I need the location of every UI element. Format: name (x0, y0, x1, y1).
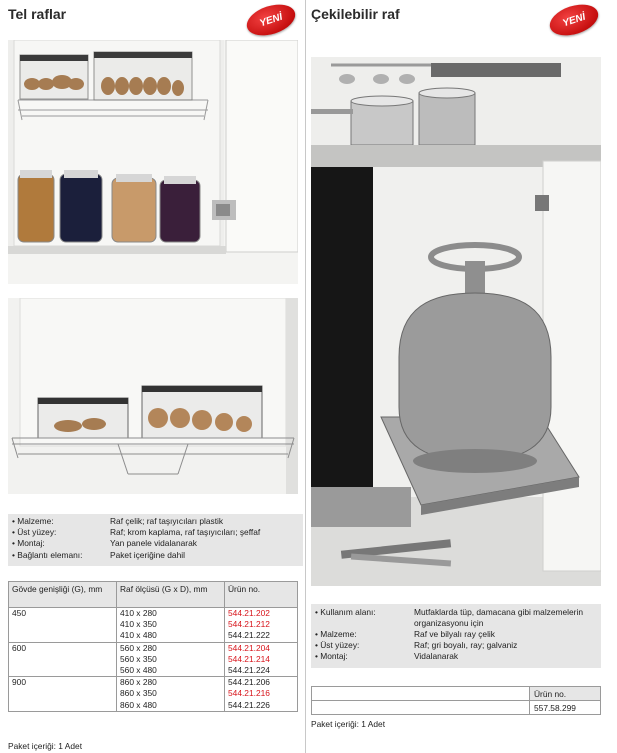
table-row (9, 700, 298, 712)
product-number-table (311, 686, 601, 715)
spec-label: • Montaj: (315, 651, 348, 662)
spec-value: Paket içeriğine dahil (110, 549, 185, 560)
spec-value: Raf; gri boyalı, ray; galvaniz (414, 640, 518, 651)
table-row (9, 619, 298, 630)
spec-value: Mutfaklarda tüp, damacana gibi malzemelerin organizasyonu için (414, 607, 583, 629)
section-title: Tel raflar (8, 6, 67, 22)
shelf-size-cell: 860 x 280 (117, 677, 225, 689)
spec-label: • Üst yüzey: (12, 527, 57, 538)
table-row (9, 665, 298, 677)
product-number-cell: 544.21.224 (225, 665, 298, 677)
new-badge: YENİ (243, 0, 299, 41)
table-header-row (312, 687, 601, 701)
column-header: Gövde genişliği (G), mm (9, 582, 117, 608)
product-number: 557.58.299 (530, 701, 601, 715)
spec-label: • Malzeme: (315, 629, 357, 639)
empty-cell (312, 701, 530, 715)
product-number-cell: 544.21.212 (225, 619, 298, 630)
shelf-size-cell: 560 x 480 (117, 665, 225, 677)
spec-item (311, 640, 601, 651)
column-header: Raf ölçüsü (G x D), mm (117, 582, 225, 608)
product-number-cell: 544.21.226 (225, 700, 298, 712)
spec-item (8, 527, 303, 538)
spec-value: Yan panele vidalanarak (110, 538, 197, 549)
wire-shelves-section (0, 0, 303, 753)
spec-list (311, 604, 601, 668)
table-header-row (9, 582, 298, 608)
product-number-cell: 544.21.216 (225, 688, 298, 699)
spec-item (311, 629, 601, 640)
spec-item (8, 550, 303, 561)
cabinet-width-cell (9, 665, 117, 677)
shelf-size-cell: 860 x 480 (117, 700, 225, 712)
cabinet-width-cell: 600 (9, 642, 117, 654)
cabinet-width-cell (9, 619, 117, 630)
spec-value: Raf; krom kaplama, raf taşıyıcıları; şeffaf (110, 527, 261, 538)
product-number-cell: 544.21.202 (225, 608, 298, 620)
empty-cell (312, 687, 530, 701)
shelf-size-cell: 410 x 480 (117, 630, 225, 642)
spec-item (311, 607, 601, 629)
wire-shelf-closeup-photo (8, 298, 298, 494)
spec-value: Raf ve bilyalı ray çelik (414, 629, 495, 639)
shelf-size-cell: 560 x 350 (117, 654, 225, 665)
package-note: Paket içeriği: 1 Adet (311, 719, 386, 729)
wire-shelf-cabinet-photo (8, 40, 298, 284)
cabinet-width-cell: 900 (9, 677, 117, 689)
spec-label: • Üst yüzey: (315, 640, 360, 651)
table-row (9, 642, 298, 654)
spec-label: • Kullanım alanı: (315, 607, 376, 617)
column-header: Ürün no. (530, 687, 601, 701)
table-row (9, 630, 298, 642)
new-badge: YENİ (546, 0, 602, 41)
spec-item (8, 538, 303, 549)
table-row (9, 608, 298, 620)
product-number-cell: 544.21.204 (225, 642, 298, 654)
cabinet-width-cell: 450 (9, 608, 117, 620)
spec-label: • Malzeme: (12, 516, 54, 526)
product-table (8, 581, 298, 712)
product-number-cell: 544.21.206 (225, 677, 298, 689)
spec-value: Vidalanarak (414, 651, 459, 662)
pullout-shelf-photo (311, 57, 601, 586)
column-header: Ürün no. (225, 582, 298, 608)
spec-label: • Bağlantı elemanı: (12, 549, 83, 560)
spec-value: Raf çelik; raf taşıyıcıları plastik (110, 516, 224, 526)
product-number-cell: 544.21.222 (225, 630, 298, 642)
table-row (9, 677, 298, 689)
cabinet-width-cell (9, 688, 117, 699)
spec-list (8, 514, 303, 566)
spec-label: • Montaj: (12, 538, 45, 549)
spec-item (8, 516, 303, 527)
section-title: Çekilebilir raf (311, 6, 400, 22)
package-note: Paket içeriği: 1 Adet (8, 741, 83, 751)
table-row (312, 701, 601, 715)
column-divider (305, 0, 306, 753)
table-row (9, 688, 298, 699)
shelf-size-cell: 410 x 280 (117, 608, 225, 620)
spec-item (311, 651, 601, 662)
cabinet-width-cell (9, 700, 117, 712)
shelf-size-cell: 860 x 350 (117, 688, 225, 699)
product-number-cell: 544.21.214 (225, 654, 298, 665)
cabinet-width-cell (9, 630, 117, 642)
cabinet-width-cell (9, 654, 117, 665)
shelf-size-cell: 410 x 350 (117, 619, 225, 630)
shelf-size-cell: 560 x 280 (117, 642, 225, 654)
table-row (9, 654, 298, 665)
pullout-shelf-section (311, 0, 617, 753)
